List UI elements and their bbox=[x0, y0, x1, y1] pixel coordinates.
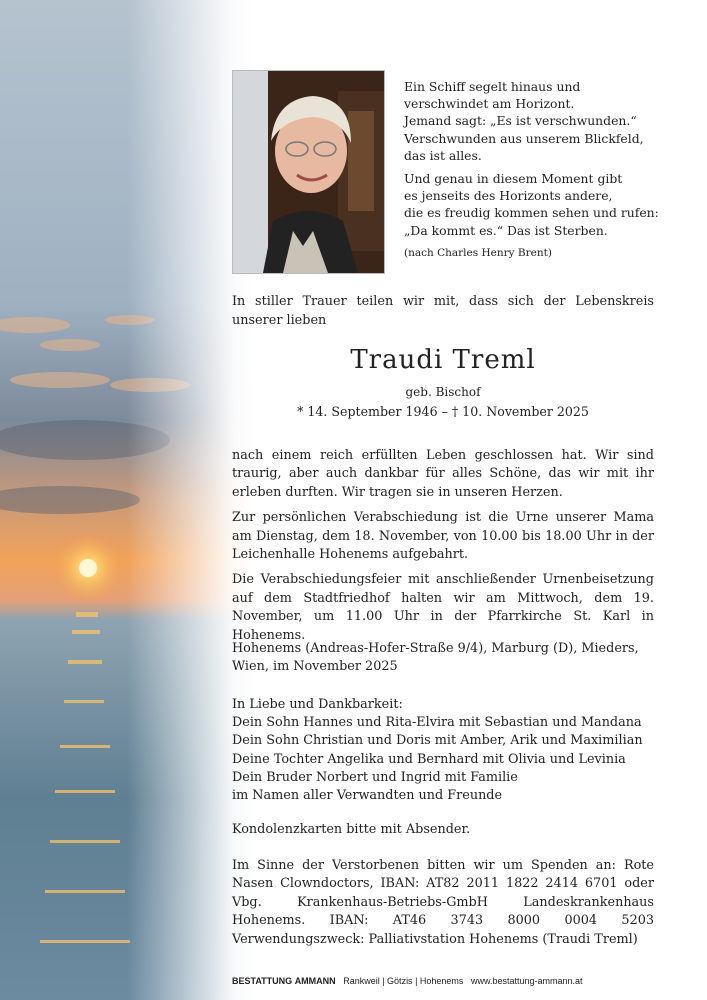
body-paragraph: nach einem reich erfüllten Leben geschlossen hat. Wir sind traurig, aber auch dankbar für alles Schöne, das wir mit ihr erleben durften. Wir tragen sie in unseren Herzen. bbox=[232, 448, 654, 500]
poem-stanza-1 bbox=[404, 78, 664, 164]
mourner-line: Deine Tochter Angelika und Bernhard mit Olivia und Levinia bbox=[232, 751, 626, 767]
footer-brand-prefix: BESTATTUNG bbox=[232, 976, 293, 986]
mourner-line: im Namen aller Verwandten und Freunde bbox=[232, 788, 503, 804]
condolence-note: Kondolenzkarten bitte mit Absender. bbox=[232, 822, 471, 837]
poem-line: Ein Schiff segelt hinaus und bbox=[404, 79, 581, 94]
deceased-name: Traudi Treml bbox=[350, 345, 536, 375]
poem-line: „Da kommt es.“ Das ist Sterben. bbox=[404, 222, 608, 238]
poem bbox=[404, 78, 664, 262]
mourners bbox=[232, 696, 654, 805]
mourner-line: Dein Sohn Hannes und Rita-Elvira mit Sebastian und Mandana bbox=[232, 715, 642, 731]
mourner-line: Dein Sohn Christian und Doris mit Amber, Arik und Maximilian bbox=[232, 733, 643, 749]
intro-text: In stiller Trauer teilen wir mit, dass sich der Lebenskreis unserer lieben bbox=[232, 294, 654, 328]
poem-line: es jenseits des Horizonts andere, bbox=[404, 188, 613, 204]
mourner-line: Dein Bruder Norbert und Ingrid mit Familie bbox=[232, 769, 518, 785]
body-paragraph: Die Verabschiedungsfeier mit anschließender Urnenbeisetzung auf dem Stadtfriedhof halten wir am Mittwoch, dem 19. November, um 11.00 Uhr in der Pfarrkirche St. Karl in Hohenems. bbox=[232, 572, 654, 643]
portrait-illustration bbox=[233, 71, 384, 273]
poem-line: Und genau in diesem Moment gibt bbox=[404, 171, 623, 187]
announcement-body bbox=[232, 447, 654, 652]
poem-line: verschwindet am Horizont. bbox=[404, 96, 575, 112]
poem-line: die es freudig kommen sehen und rufen: bbox=[404, 205, 659, 221]
footer-locations: Rankweil | Götzis | Hohenems bbox=[343, 976, 464, 986]
life-dates: * 14. September 1946 – † 10. November 2025 bbox=[297, 404, 589, 419]
body-paragraph: Zur persönlichen Verabschiedung ist die Urne unserer Mama am Dienstag, dem 18. November, von 10.00 bis 18.00 Uhr in der Leichenhalle Hohenems aufgebahrt. bbox=[232, 510, 654, 563]
location-date: Hohenems (Andreas-Hofer-Straße 9/4), Marburg (D), Mieders, Wien, im November 2025 bbox=[232, 641, 639, 675]
mourners-heading: In Liebe und Dankbarkeit: bbox=[232, 697, 403, 712]
poem-line: Jemand sagt: „Es ist verschwunden.“ bbox=[404, 113, 637, 129]
footer-brand-name: AMMANN bbox=[294, 976, 336, 986]
footer-website[interactable]: www.bestattung-ammann.at bbox=[470, 976, 583, 986]
footer bbox=[232, 976, 662, 986]
poem-line: das ist alles. bbox=[404, 147, 482, 163]
maiden-name: geb. Bischof bbox=[405, 385, 481, 399]
poem-line: Verschwunden aus unserem Blickfeld, bbox=[404, 130, 644, 146]
poem-stanza-2 bbox=[404, 170, 664, 239]
poem-citation: (nach Charles Henry Brent) bbox=[404, 246, 552, 259]
donation-note: Im Sinne der Verstorbenen bitten wir um Spenden an: Rote Nasen Clowndoctors, IBAN: AT82 2011 1822 2414 6701 oder Vbg. Krankenhaus-Betriebs-GmbH Landeskrankenhaus Hohenems. IBAN: AT46 3743 8000 0004 5203 Verwendungszweck: Palliativstation Hohenems (Traudi Treml) bbox=[232, 858, 654, 947]
portrait-photo bbox=[232, 70, 385, 274]
